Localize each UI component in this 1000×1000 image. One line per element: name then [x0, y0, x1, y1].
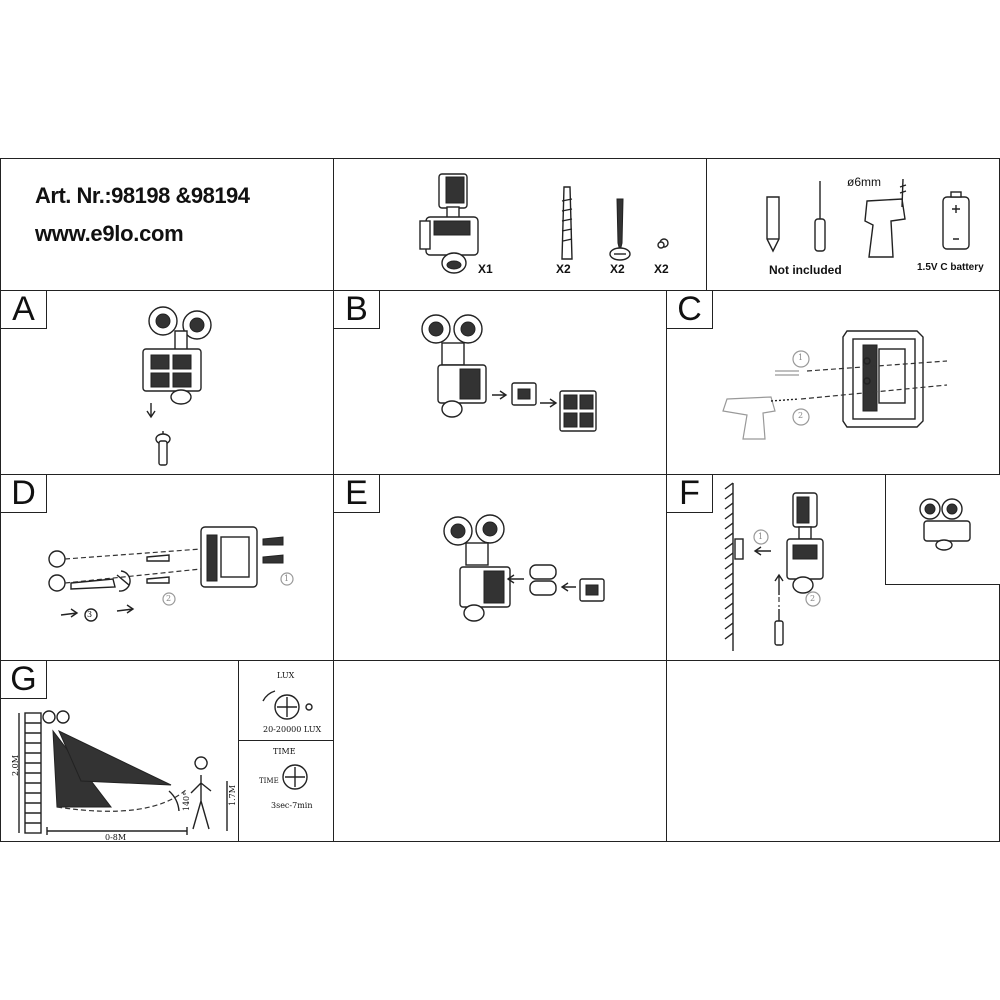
- step-d-number-3: 3: [87, 610, 93, 619]
- website: www.e9lo.com: [35, 221, 184, 246]
- step-b-label: B: [334, 291, 380, 329]
- screw-icon: [610, 199, 630, 260]
- lux-range: 20-20000 LUX: [263, 725, 322, 734]
- lux-setting: [239, 661, 336, 741]
- person-height-label: 1.7M: [227, 785, 237, 806]
- step-c-label: C: [667, 291, 713, 329]
- empty-cell-right: [666, 660, 1000, 842]
- step-e-label: E: [334, 475, 380, 513]
- time-setting: [239, 741, 336, 841]
- step-b-illustration: [334, 291, 669, 477]
- time-title: TIME: [273, 747, 296, 756]
- time-range: 3sec-7min: [271, 801, 313, 810]
- detection-diagram: [1, 661, 241, 843]
- parts-cell: [333, 158, 708, 292]
- step-e-illustration: [334, 475, 669, 663]
- article-number: Art. Nr.:98198 &98194: [35, 183, 250, 208]
- step-a-cell: [0, 290, 335, 476]
- step-f-label: F: [667, 475, 713, 513]
- parts-illustration: [334, 159, 709, 293]
- empty-cell-middle: [333, 660, 668, 842]
- cap-quantity: X2: [654, 262, 669, 276]
- battery-label: 1.5V C battery: [917, 262, 984, 273]
- step-f-illustration: [667, 475, 1000, 663]
- mount-height-label: 2.0M: [10, 755, 20, 776]
- step-d-number-2: 2: [166, 594, 172, 603]
- step-b-cell: [333, 290, 668, 476]
- screw-quantity: X2: [610, 262, 625, 276]
- step-g-label: G: [1, 661, 47, 699]
- step-d-cell: [0, 474, 335, 662]
- article-info-cell: [0, 158, 335, 292]
- step-c-number-1: 1: [798, 353, 804, 362]
- lux-title: LUX: [277, 671, 295, 680]
- step-d-number-1: 1: [284, 574, 290, 583]
- not-included-label: Not included: [769, 263, 842, 277]
- detection-angle-label: 140°: [182, 791, 192, 812]
- drill-size: ø6mm: [847, 175, 881, 189]
- step-c-cell: [666, 290, 1000, 476]
- sensor-settings-cell: [238, 660, 335, 842]
- wall-plug-icon: [562, 187, 572, 259]
- step-c-number-2: 2: [798, 411, 804, 420]
- step-f-number-2: 2: [810, 594, 816, 603]
- instruction-sheet: [0, 158, 1000, 842]
- step-a-illustration: [1, 291, 336, 477]
- lamp-icon: [420, 174, 478, 273]
- plug-quantity: X2: [556, 262, 571, 276]
- time-dial[interactable]: [239, 741, 336, 841]
- step-d-label: D: [1, 475, 47, 513]
- screwdriver-icon: [815, 181, 825, 251]
- step-e-cell: [333, 474, 668, 662]
- step-c-illustration: [667, 291, 1000, 477]
- cap-icon: [658, 239, 668, 248]
- step-f-cell: [666, 474, 1000, 662]
- step-f-number-1: 1: [758, 532, 764, 541]
- tools-cell: [706, 158, 1000, 292]
- battery-icon: [943, 192, 969, 249]
- detection-range-label: 0-8M: [105, 833, 127, 842]
- pencil-icon: [767, 197, 779, 251]
- lamp-quantity: X1: [478, 262, 493, 276]
- step-a-label: A: [1, 291, 47, 329]
- step-g-cell: [0, 660, 240, 842]
- drill-icon: [865, 179, 906, 257]
- step-d-illustration: [1, 475, 336, 663]
- time-dial-label: TIME: [259, 777, 279, 785]
